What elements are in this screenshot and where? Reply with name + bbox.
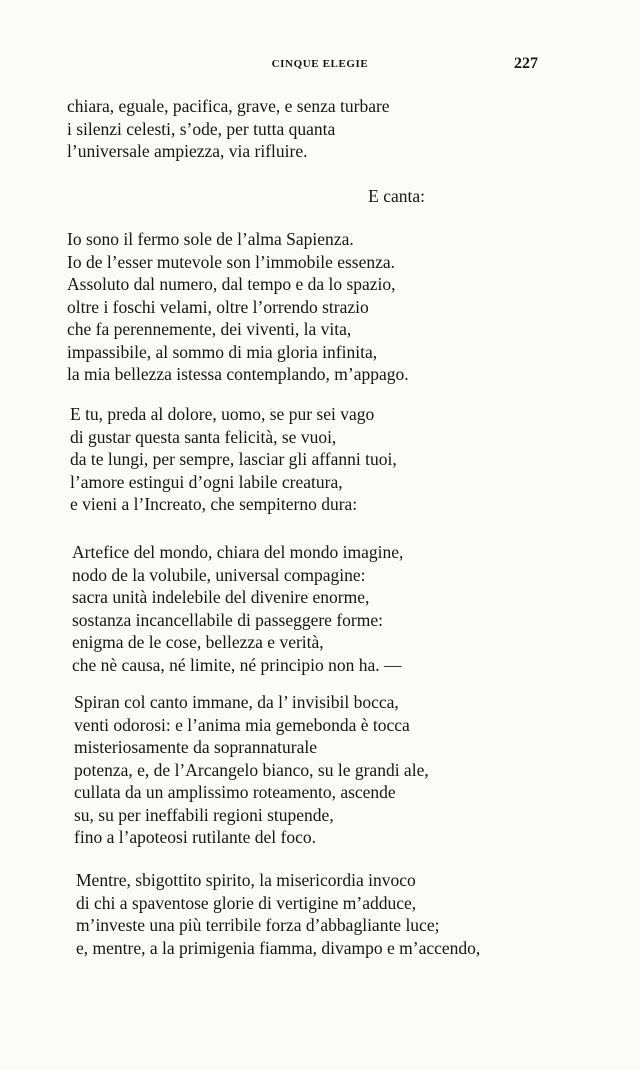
running-head xyxy=(0,55,640,78)
verse-line: Assoluto dal numero, dal tempo e da lo spazio, xyxy=(67,274,396,294)
verse-line: da te lungi, per sempre, lasciar gli affanni tuoi, xyxy=(70,449,397,469)
stanza-5 xyxy=(74,691,574,849)
verse-line: su, su per ineffabili regioni stupende, xyxy=(74,804,334,825)
verse-line: di chi a spaventose glorie di vertigine m’adduce, xyxy=(76,892,417,913)
stanza-2 xyxy=(67,228,567,386)
verse-line: Io sono il fermo sole de l’alma Sapienza. xyxy=(67,229,354,249)
verse-line: l’universale ampiezza, via rifluire. xyxy=(67,141,308,161)
verse-line: la mia bellezza istessa contemplando, m’appago. xyxy=(67,364,409,384)
verse-line: m’investe una più terribile forza d’abbagliante luce; xyxy=(76,915,440,935)
verse-line: fino a l’apoteosi rutilante del foco. xyxy=(74,827,317,847)
verse-line: venti odorosi: e l’anima mia gemebonda è tocca xyxy=(74,714,410,735)
stanza-1 xyxy=(67,95,567,163)
running-title: CINQUE ELEGIE xyxy=(271,58,369,70)
verse-line: potenza, e, de l’Arcangelo bianco, su le grandi ale, xyxy=(74,759,429,780)
verse-line: l’amore estingui d’ogni labile creatura, xyxy=(70,471,343,492)
verse-line: impassibile, al sommo di mia gloria infinita, xyxy=(67,341,378,362)
verse-line: nodo de la volubile, universal compagine: xyxy=(72,564,366,585)
verse-line: Mentre, sbigottito spirito, la misericordia invoco xyxy=(76,870,416,890)
verse-line: i silenzi celesti, s’ode, per tutta quanta xyxy=(67,118,336,139)
verse-line: Io de l’esser mutevole son l’immobile essenza. xyxy=(67,251,396,272)
verse-line: di gustar questa santa felicità, se vuoi, xyxy=(70,426,337,447)
verse-line: che nè causa, né limite, né principio non ha. — xyxy=(72,654,402,675)
verse-line: cullata da un amplissimo roteamento, ascende xyxy=(74,782,396,802)
verse-line: oltre i foschi velami, oltre l’orrendo strazio xyxy=(67,296,369,317)
verse-line: Artefice del mondo, chiara del mondo imagine, xyxy=(72,542,404,562)
verse-line: che fa perennemente, dei viventi, la vita, xyxy=(67,319,352,339)
aside-heading: E canta: xyxy=(368,186,425,206)
verse-line: sacra unità indelebile del divenire enorme, xyxy=(72,587,370,607)
verse-line: chiara, eguale, pacifica, grave, e senza turbare xyxy=(67,96,390,116)
page-number: 227 xyxy=(514,55,538,72)
verse-line: enigma de le cose, bellezza e verità, xyxy=(72,632,324,652)
verse-line: e vieni a l’Increato, che sempiterno dura: xyxy=(70,494,358,514)
verse-line: misteriosamente da soprannaturale xyxy=(74,737,317,757)
verse-line: e, mentre, a la primigenia fiamma, divampo e m’accendo, xyxy=(76,937,481,958)
verse-line: Spiran col canto immane, da l’ invisibil bocca, xyxy=(74,692,399,712)
stanza-4 xyxy=(72,541,572,676)
verse-line: E tu, preda al dolore, uomo, se pur sei vago xyxy=(70,404,375,424)
stanza-6 xyxy=(76,869,576,959)
stanza-3 xyxy=(70,403,570,516)
verse-line: sostanza incancellabile di passeggere forme: xyxy=(72,609,383,630)
